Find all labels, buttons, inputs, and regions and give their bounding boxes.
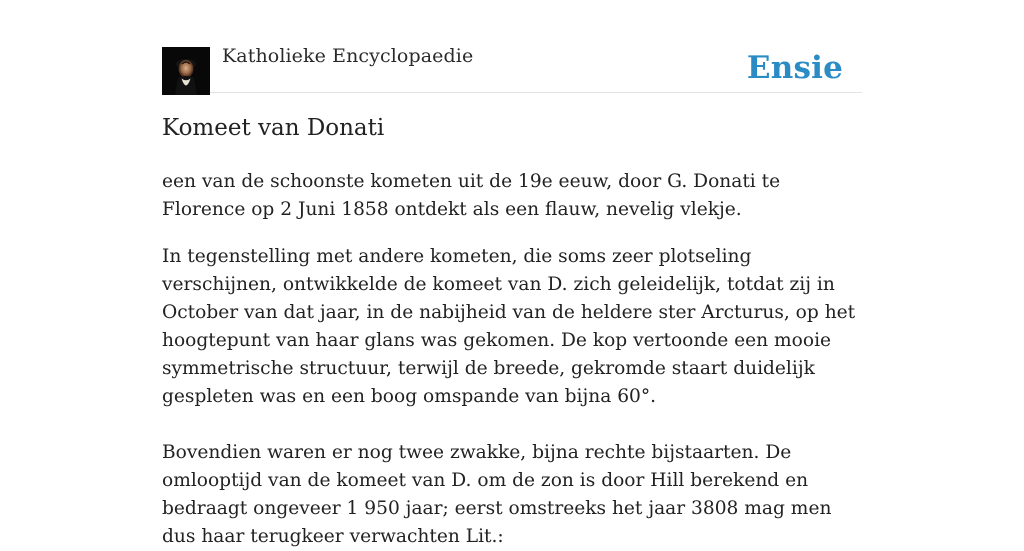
source-name[interactable]: Katholieke Encyclopaedie (222, 45, 474, 67)
article-title: Komeet van Donati (162, 115, 385, 141)
paragraph: In tegenstelling met andere kometen, die soms zeer plotseling verschijnen, ontwikkelde de komeet van D. zich geleidelijk, totdat zij in October van dat jaar, in de nabijheid van de heldere ster Arcturus, op het hoogtepunt van haar glans was gekomen. De kop vertoonde een mooie symmetrische structuur, terwijl de breede, gekromde staart duidelijk gespleten was en een boog omspande van bijna 60°. (162, 246, 856, 407)
paragraph: een van de schoonste kometen uit de 19e eeuw, door G. Donati te Florence op 2 Juni 1858 ontdekt als een flauw, nevelig vlekje. (162, 171, 781, 220)
portrait-avatar-icon[interactable] (162, 47, 210, 95)
paragraph: Bovendien waren er nog twee zwakke, bijna rechte bijstaarten. De omlooptijd van de komeet van D. om de zon is door Hill berekend en bedraagt ongeveer 1 950 jaar; eerst omstreeks het jaar 3808 mag men dus haar terugkeer verwachten Lit.: (162, 442, 832, 547)
page (162, 0, 862, 547)
ensie-logo[interactable]: Ensie (746, 50, 843, 86)
article-body (162, 168, 862, 551)
header (162, 0, 862, 93)
